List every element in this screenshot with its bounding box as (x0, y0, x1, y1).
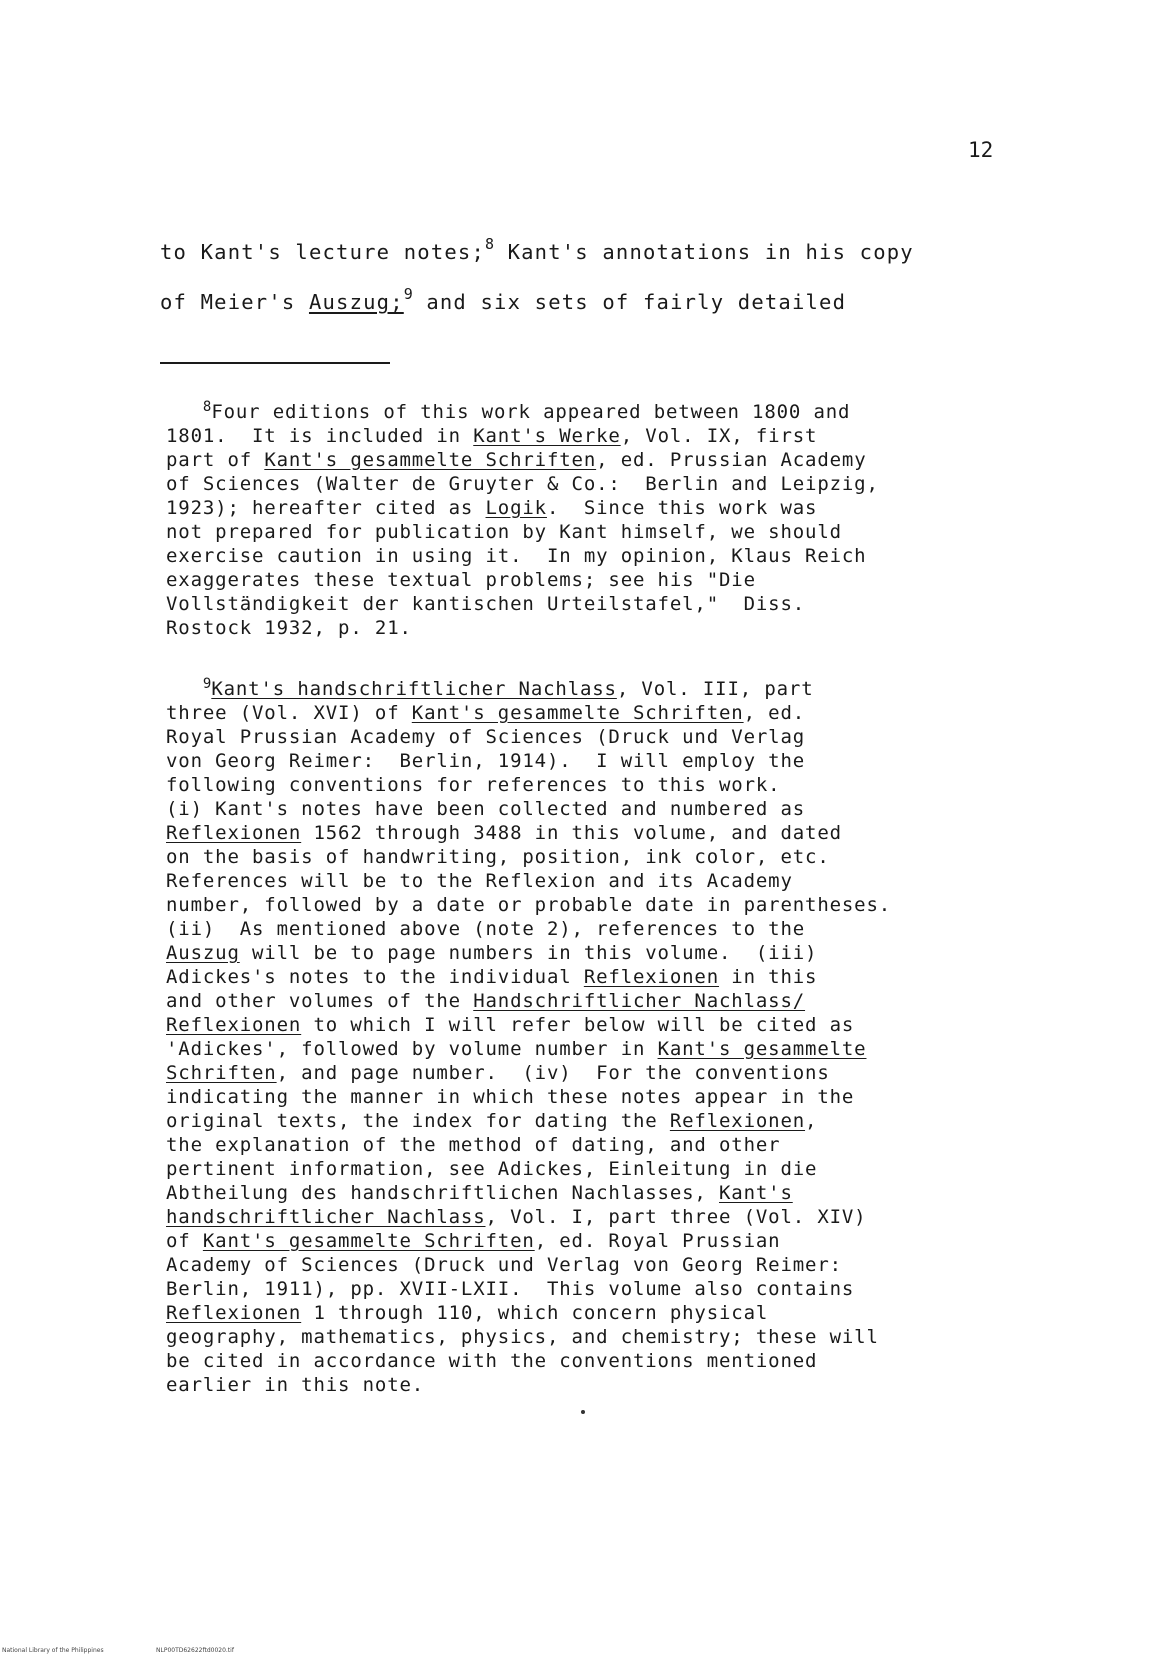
footnote-text: von Georg Reimer: Berlin, 1914). I will employ the (166, 750, 806, 772)
underlined-term: Handschriftlicher Nachlass/ (473, 990, 806, 1012)
footnote-separator (160, 362, 390, 364)
underlined-term: Reflexionen (166, 822, 302, 844)
footnote-line (166, 1133, 891, 1157)
footnote-text: Rostock 1932, p. 21. (166, 617, 412, 639)
body-text: of Meier's (160, 290, 309, 314)
footnote-8 (166, 400, 879, 640)
footnote-marker: 8 (202, 399, 212, 415)
body-text-line (160, 235, 914, 264)
footnote-line (166, 725, 891, 749)
body-text-line (160, 285, 847, 314)
page-number: 12 (968, 138, 994, 162)
footnote-line (166, 1373, 891, 1397)
footnote-line (166, 1037, 891, 1061)
underlined-term: Schriften (166, 1062, 277, 1084)
footnote-text: of (166, 1230, 203, 1252)
underlined-term: Reflexionen (669, 1110, 806, 1132)
footnote-text: not prepared for publication by Kant himself, we should (166, 521, 842, 543)
footnote-line (166, 845, 891, 869)
footnote-text: 1801. It is included in (166, 425, 474, 447)
footnote-line (166, 1229, 891, 1253)
footnote-text: on the basis of handwriting, position, ink color, etc. (166, 846, 830, 868)
footnote-line (166, 1061, 891, 1085)
footnote-line (166, 400, 879, 424)
footnote-line (166, 616, 879, 640)
footnote-text: pertinent information, see Adickes, Einleitung in die (166, 1158, 818, 1180)
footnote-line (166, 1013, 891, 1037)
footnote-line (166, 917, 891, 941)
underlined-term: Kant's gesammelte Schriften (411, 702, 744, 724)
footnote-text: to which I will refer below will be cited as (301, 1014, 855, 1036)
footnote-line (166, 1157, 891, 1181)
footnote-text: , ed. Royal Prussian (534, 1230, 781, 1252)
underlined-term: Kant's gesammelte (657, 1038, 867, 1060)
footnote-text: (ii) As mentioned above (note 2), references to the (166, 918, 806, 940)
underlined-term: Kant's handschriftlicher Nachlass (211, 678, 617, 700)
footnote-text: indicating the manner in which these notes appear in the (166, 1086, 855, 1108)
footnote-text: , ed. (743, 702, 806, 724)
footnote-text: , Vol. III, part (616, 678, 814, 700)
footnote-line (166, 1205, 891, 1229)
footnote-line (166, 797, 891, 821)
footnote-text: of Sciences (Walter de Gruyter & Co.: Berlin and Leipzig, (166, 473, 879, 495)
footnote-text: Berlin, 1911), pp. XVII-LXII. This volume also contains (166, 1278, 855, 1300)
underlined-term: Kant's gesammelte Schriften (202, 1230, 535, 1252)
footnote-ref: 8 (485, 235, 495, 253)
footnote-line (166, 965, 891, 989)
footnote-line (166, 1349, 891, 1373)
footer-library-credit: National Library of the Philippines (2, 1647, 104, 1654)
footnote-text: original texts, the index for dating the (166, 1110, 670, 1132)
footnote-line (166, 749, 891, 773)
footnote-line (166, 1181, 891, 1205)
footnote-text: Vollständigkeit der kantischen Urteilstafel," Diss. (166, 593, 806, 615)
footnote-text: Abtheilung des handschriftlichen Nachlasses, (166, 1182, 720, 1204)
footnote-text: 1562 through 3488 in this volume, and dated (301, 822, 842, 844)
footnote-line (166, 544, 879, 568)
footnote-line (166, 1277, 891, 1301)
footnote-text: Adickes's notes to the individual (166, 966, 584, 988)
stray-mark (581, 1410, 585, 1414)
footnote-line (166, 496, 879, 520)
footnote-line (166, 821, 891, 845)
body-text: Kant's annotations in his copy (494, 240, 914, 264)
footnote-text: exaggerates these textual problems; see his "Die (166, 569, 756, 591)
footnote-text: Royal Prussian Academy of Sciences (Druck und Verlag (166, 726, 806, 748)
footnote-text: number, followed by a date or probable date in parentheses. (166, 894, 892, 916)
footnote-text: Four editions of this work appeared between 1800 and (211, 401, 851, 423)
footnote-line (166, 1253, 891, 1277)
footnote-line (166, 520, 879, 544)
underlined-term: Reflexionen (166, 1302, 302, 1324)
footnote-line (166, 1325, 891, 1349)
footnote-text: . Since this work was (546, 497, 818, 519)
footnote-line (166, 1301, 891, 1325)
footnote-text: (i) Kant's notes have been collected and numbered as (166, 798, 806, 820)
footnote-line (166, 677, 891, 701)
footnote-text: be cited in accordance with the conventions mentioned (166, 1350, 818, 1372)
body-text: and six sets of fairly detailed (412, 290, 847, 314)
underlined-term: Reflexionen (583, 966, 720, 988)
footnote-text: , Vol. I, part three (Vol. XIV) (485, 1206, 867, 1228)
footnote-text: , and page number. (iv) For the conventions (276, 1062, 830, 1084)
underlined-term: Kant's (719, 1182, 793, 1204)
underlined-term: Reflexionen (166, 1014, 302, 1036)
footnote-text: , ed. Prussian Academy (596, 449, 867, 471)
footnote-line (166, 1109, 891, 1133)
footnote-text: following conventions for references to this work. (166, 774, 781, 796)
footnote-line (166, 448, 879, 472)
footnote-text: 'Adickes', followed by volume number in (166, 1038, 658, 1060)
footnote-text: earlier in this note. (166, 1374, 425, 1396)
footnote-text: References will be to the Reflexion and its Academy (166, 870, 793, 892)
footnote-line (166, 592, 879, 616)
footnote-text: in this (719, 966, 818, 988)
underlined-term: Logik (485, 497, 547, 519)
footnote-line (166, 989, 891, 1013)
footnote-ref: 9 (403, 285, 413, 303)
footnote-line (166, 941, 891, 965)
underlined-term: Auszug (166, 942, 240, 964)
footnote-line (166, 701, 891, 725)
footnote-text: Academy of Sciences (Druck und Verlag von Georg Reimer: (166, 1254, 842, 1276)
footnote-text: exercise caution in using it. In my opinion, Klaus Reich (166, 545, 867, 567)
footnote-line (166, 773, 891, 797)
footer-file-id: NLP00TD62622ftd0020.tif (156, 1647, 234, 1654)
footnote-line (166, 893, 891, 917)
footnote-line (166, 568, 879, 592)
underlined-term: Auszug; (308, 290, 404, 314)
footnote-text: three (Vol. XVI) of (166, 702, 412, 724)
footnote-line (166, 1085, 891, 1109)
footnote-text: the explanation of the method of dating, and other (166, 1134, 781, 1156)
underlined-term: Kant's Werke (473, 425, 621, 447)
footnote-line (166, 424, 879, 448)
footnote-line (166, 869, 891, 893)
footnote-text: and other volumes of the (166, 990, 474, 1012)
footnote-text: , Vol. IX, first (620, 425, 818, 447)
footnote-text: 1 through 110, which concern physical (301, 1302, 769, 1324)
footnote-text: , (805, 1110, 818, 1132)
footnote-text: part of (166, 449, 265, 471)
footnote-9 (166, 677, 891, 1397)
footnote-line (166, 472, 879, 496)
body-text: to Kant's lecture notes; (160, 240, 486, 264)
footnote-text: will be to page numbers in this volume. (iii) (239, 942, 818, 964)
footnote-text: 1923); hereafter cited as (166, 497, 486, 519)
footnote-marker: 9 (202, 676, 212, 692)
underlined-term: Kant's gesammelte Schriften (264, 449, 597, 471)
footnote-text: geography, mathematics, physics, and chemistry; these will (166, 1326, 879, 1348)
underlined-term: handschriftlicher Nachlass (166, 1206, 486, 1228)
